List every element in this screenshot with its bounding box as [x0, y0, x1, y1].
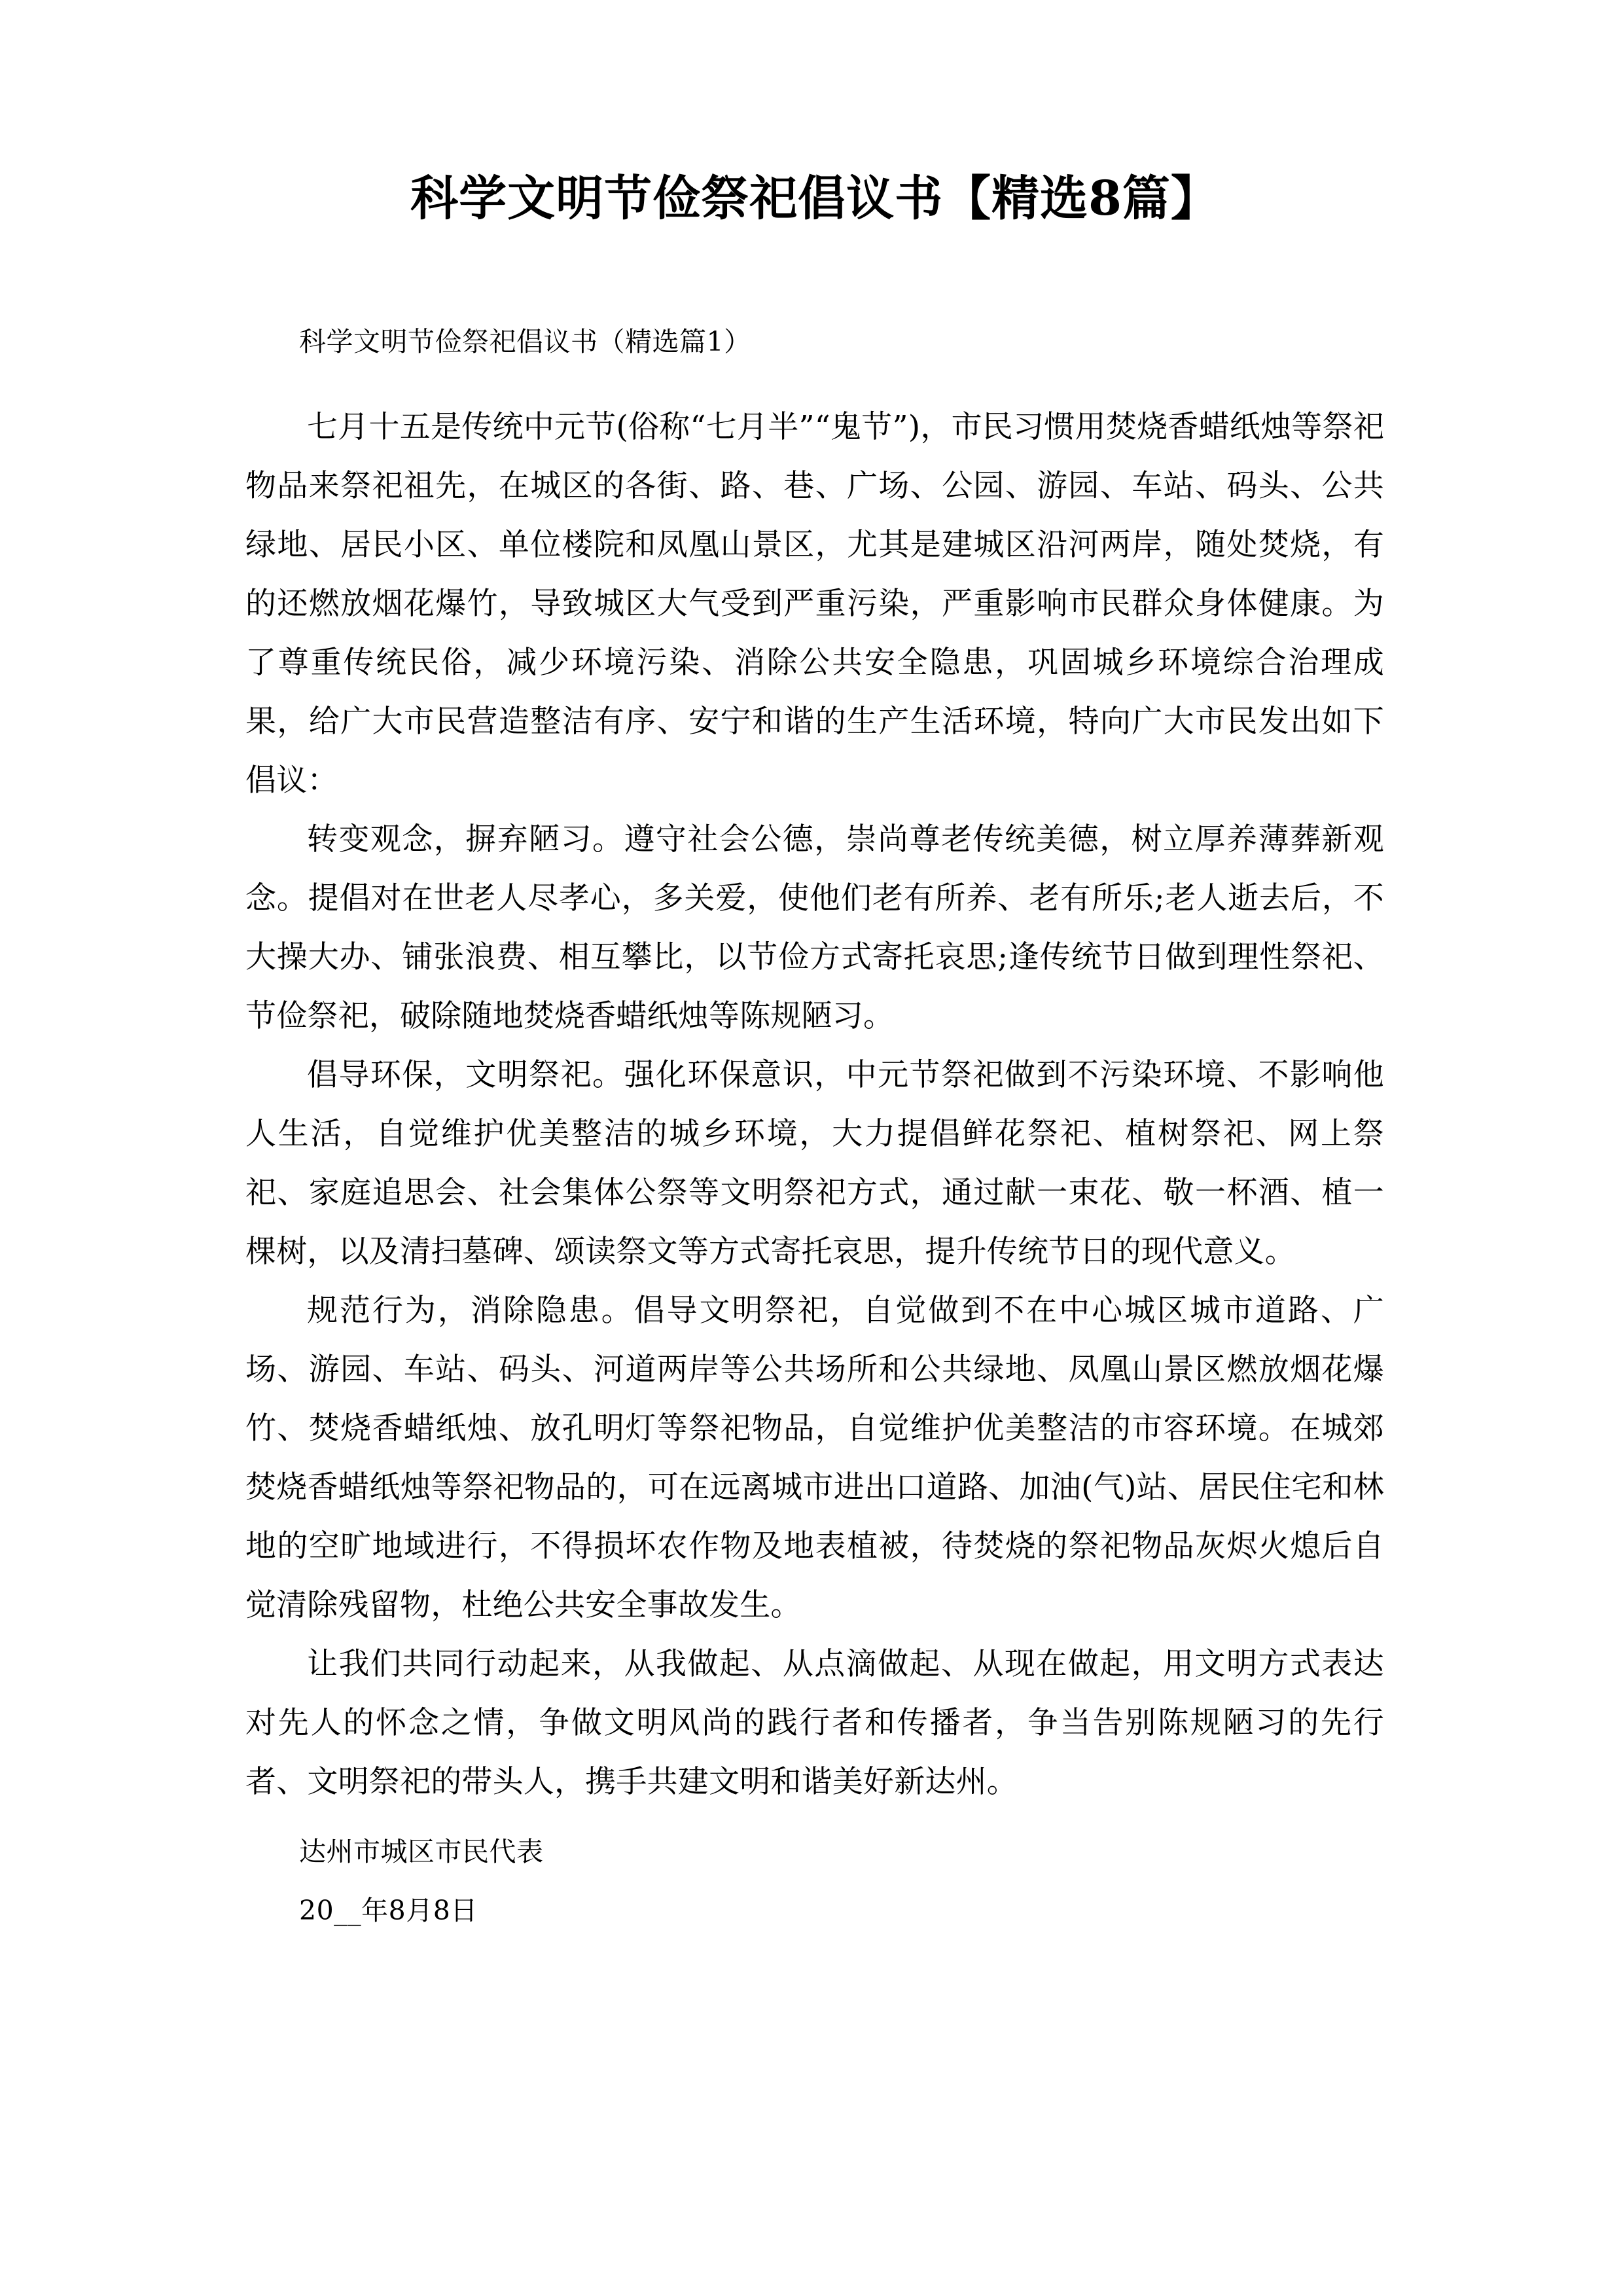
signature-block [245, 1822, 1384, 1940]
signature-organization: 达州市城区市民代表 [299, 1836, 544, 1868]
signature-date: 20__年8月8日 [299, 1895, 478, 1927]
document-content [245, 0, 1384, 1940]
body-paragraph-5: 让我们共同行动起来，从我做起、从点滴做起、从现在做起，用文明方式表达对先人的怀念之情，争做文明风尚的践行者和传播者，争当告别陈规陋习的先行者、文明祭祀的带头人，携手共建文明和谐美好新达州。 [245, 1646, 1384, 1801]
body-paragraph-1: 七月十五是传统中元节(俗称“七月半”“鬼节”)，市民习惯用焚烧香蜡纸烛等祭祀物品来祭祀祖先，在城区的各街、路、巷、广场、公园、游园、车站、码头、公共绿地、居民小区、单位楼院和凤凰山景区，尤其是建城区沿河两岸，随处焚烧，有的还燃放烟花爆竹，导致城区大气受到严重污染，严重影响市民群众身体健康。为了尊重传统民俗，减少环境污染、消除公共安全隐患，巩固城乡环境综合治理成果，给广大市民营造整洁有序、安宁和谐的生产生活环境，特向广大市民发出如下倡议： [245, 409, 1384, 799]
page-title: 科学文明节俭祭祀倡议书【精选8篇】 [410, 170, 1219, 226]
body-paragraph-3: 倡导环保，文明祭祀。强化环保意识，中元节祭祀做到不污染环境、不影响他人生活，自觉维护优美整洁的城乡环境，大力提倡鲜花祭祀、植树祭祀、网上祭祀、家庭追思会、社会集体公祭等文明祭祀方式，通过献一束花、敬一杯酒、植一棵树，以及清扫墓碑、颂读祭文等方式寄托哀思，提升传统节日的现代意义。 [245, 1057, 1384, 1270]
document-subtitle: 科学文明节俭祭祀倡议书（精选篇1） [299, 326, 751, 358]
body-paragraph-4: 规范行为，消除隐患。倡导文明祭祀，自觉做到不在中心城区城市道路、广场、游园、车站、码头、河道两岸等公共场所和公共绿地、凤凰山景区燃放烟花爆竹、焚烧香蜡纸烛、放孔明灯等祭祀物品，自觉维护优美整洁的市容环境。在城郊焚烧香蜡纸烛等祭祀物品的，可在远离城市进出口道路、加油(气)站、居民住宅和林地的空旷地域进行，不得损坏农作物及地表植被，待焚烧的祭祀物品灰烬火熄后自觉清除残留物，杜绝公共安全事故发生。 [245, 1293, 1384, 1624]
body-paragraph-2: 转变观念，摒弃陋习。遵守社会公德，崇尚尊老传统美德，树立厚养薄葬新观念。提倡对在世老人尽孝心，多关爱，使他们老有所养、老有所乐;老人逝去后，不大操大办、铺张浪费、相互攀比，以节俭方式寄托哀思;逢传统节日做到理性祭祀、节俭祭祀，破除随地焚烧香蜡纸烛等陈规陋习。 [245, 821, 1384, 1035]
